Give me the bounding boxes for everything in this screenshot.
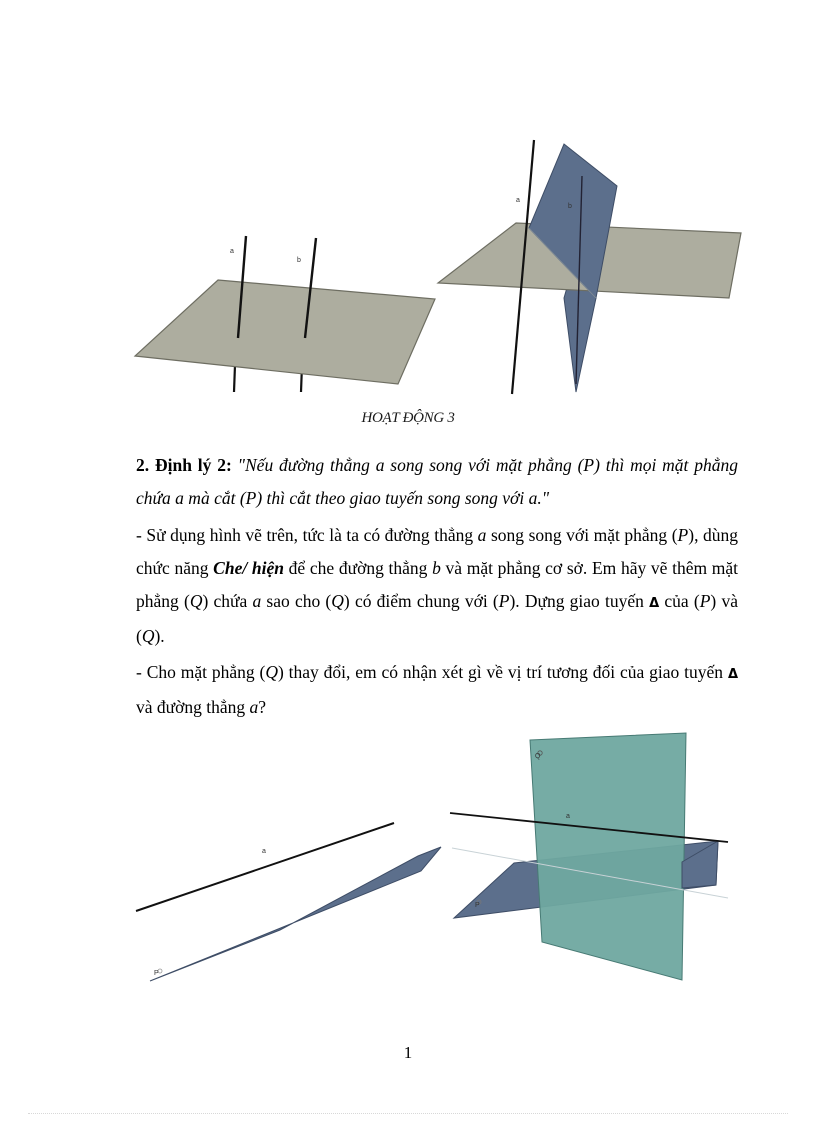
plane-q — [530, 733, 686, 980]
instruction-paragraph-1: - Sử dụng hình vẽ trên, tức là ta có đường thẳng a song song với mặt phẳng (P), dùng chức năng Che/ hiện để che đường thẳng b và mặt phẳng cơ sở. Em hãy vẽ thêm mặt phẳng (Q) chứa a sao cho (Q) có điểm chung với (P). Dựng giao tuyến Δ của (P) và (Q). — [136, 525, 739, 646]
delta-symbol: Δ — [649, 596, 660, 611]
label-p: P — [154, 970, 159, 977]
figure-top-left — [130, 230, 440, 400]
figure-caption: HOẠT ĐỘNG 3 — [361, 410, 455, 426]
figure-bottom-right — [446, 730, 746, 995]
label-a: a — [516, 197, 520, 204]
theorem-paragraph — [136, 449, 738, 515]
figure-bottom-left — [130, 815, 450, 990]
instruction-paragraph-2: - Cho mặt phẳng (Q) thay đổi, em có nhận xét gì về vị trí tương đối của giao tuyến Δ và đường thẳng a? — [136, 662, 738, 717]
plane-base — [135, 280, 435, 384]
label-a: a — [262, 848, 266, 855]
label-a: a — [566, 813, 570, 820]
emphasis-che-hien: Che/ hiện — [213, 558, 284, 578]
plane-p — [150, 847, 441, 981]
delta-symbol: Δ — [727, 667, 738, 682]
label-a: a — [230, 248, 234, 255]
theorem-statement: "Nếu đường thẳng a song song với mặt phẳng (P) thì mọi mặt phẳng chứa a mà cắt (P) thì cắt theo giao tuyến song song với a." — [136, 455, 739, 508]
figure-top-right — [436, 136, 746, 398]
label-b: b — [568, 203, 572, 210]
theorem-label: 2. Định lý 2: — [136, 455, 232, 475]
label-p: P — [475, 902, 480, 909]
page-number: 1 — [403, 1043, 413, 1062]
page-bottom-border — [28, 1113, 788, 1114]
label-b: b — [297, 257, 301, 264]
label-q: Q — [535, 753, 541, 760]
